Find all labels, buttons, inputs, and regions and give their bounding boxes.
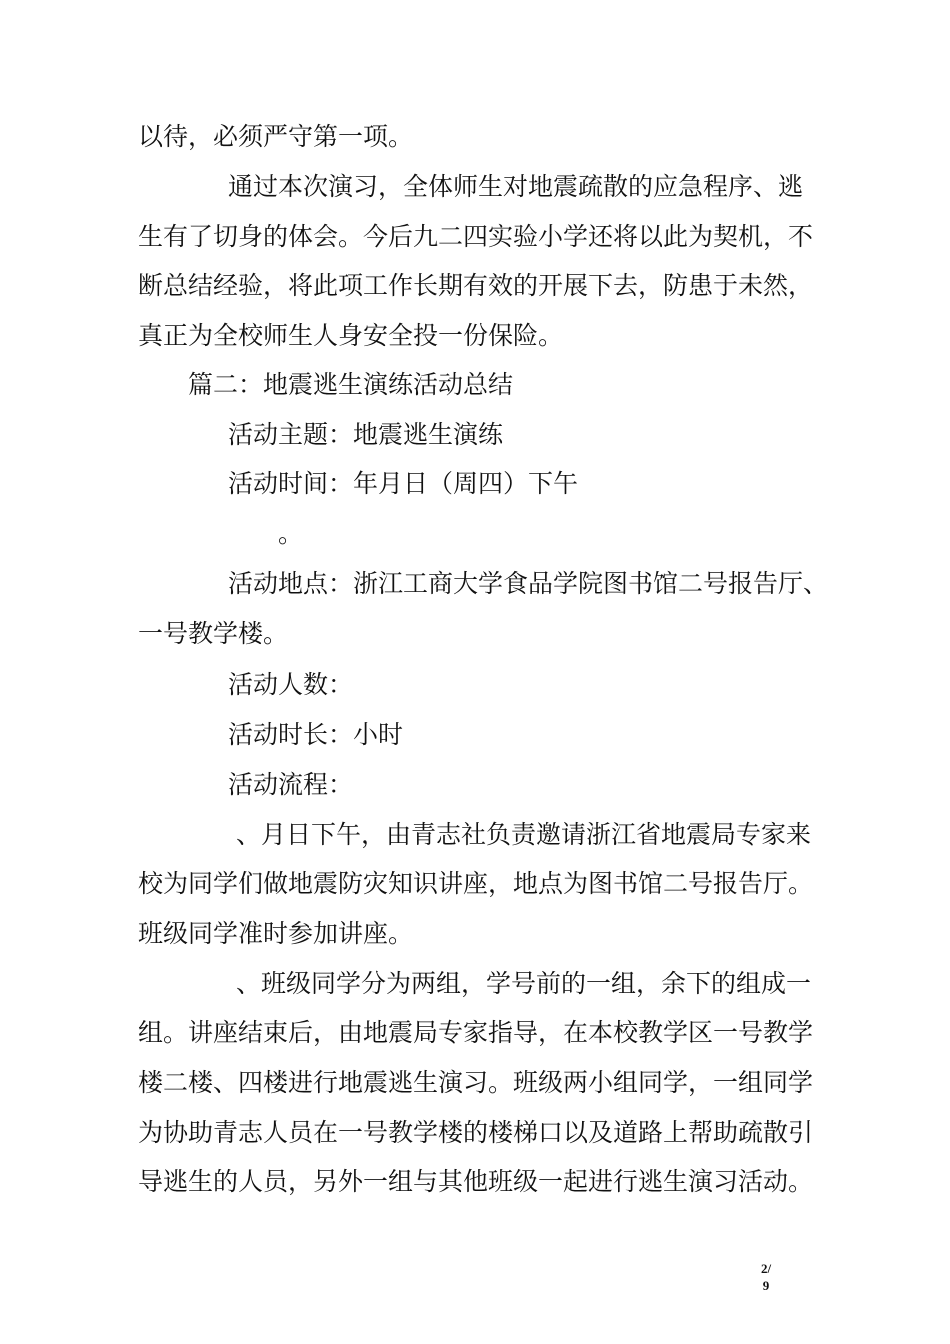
section-heading: 篇二：地震逃生演练活动总结: [188, 370, 514, 399]
text-line: 、月日下午，由青志社负责邀请浙江省地震局专家来: [236, 820, 812, 849]
text-line: 导逃生的人员，另外一组与其他班级一起进行逃生演习活动。: [138, 1167, 814, 1196]
text-line: 活动地点：浙江工商大学食品学院图书馆二号报告厅、: [228, 569, 829, 598]
text-line: 。: [278, 519, 304, 548]
text-line: 活动人数：: [228, 670, 354, 699]
page-number: [756, 1260, 776, 1294]
text-line: 楼二楼、四楼进行地震逃生演习。班级两小组同学，一组同学: [138, 1068, 814, 1097]
text-line: 断总结经验，将此项工作长期有效的开展下去，防患于未然，: [138, 271, 814, 300]
text-line: 一号教学楼。: [138, 619, 289, 648]
text-line: 活动流程：: [228, 770, 354, 799]
text-line: 活动主题：地震逃生演练: [228, 420, 504, 449]
text-line: 组。讲座结束后，由地震局专家指导，在本校教学区一号教学: [138, 1018, 814, 1047]
text-line: 校为同学们做地震防灾知识讲座，地点为图书馆二号报告厅。: [138, 869, 814, 898]
text-line: 以待，必须严守第一项。: [138, 122, 414, 151]
text-line: 生有了切身的体会。今后九二四实验小学还将以此为契机，不: [138, 222, 814, 251]
page-number-bottom: 9: [762, 1278, 770, 1293]
text-line: 活动时长：小时: [228, 720, 404, 749]
text-line: 班级同学准时参加讲座。: [138, 919, 414, 948]
text-line: 活动时间：年月日（周四）下午: [228, 469, 579, 498]
text-line: 为协助青志人员在一号教学楼的楼梯口以及道路上帮助疏散引: [138, 1118, 814, 1147]
text-line: 真正为全校师生人身安全投一份保险。: [138, 321, 564, 350]
text-line: 通过本次演习，全体师生对地震疏散的应急程序、逃: [228, 172, 804, 201]
page-number-top: 2/: [760, 1261, 772, 1276]
text-line: 、班级同学分为两组，学号前的一组，余下的组成一: [236, 969, 812, 998]
